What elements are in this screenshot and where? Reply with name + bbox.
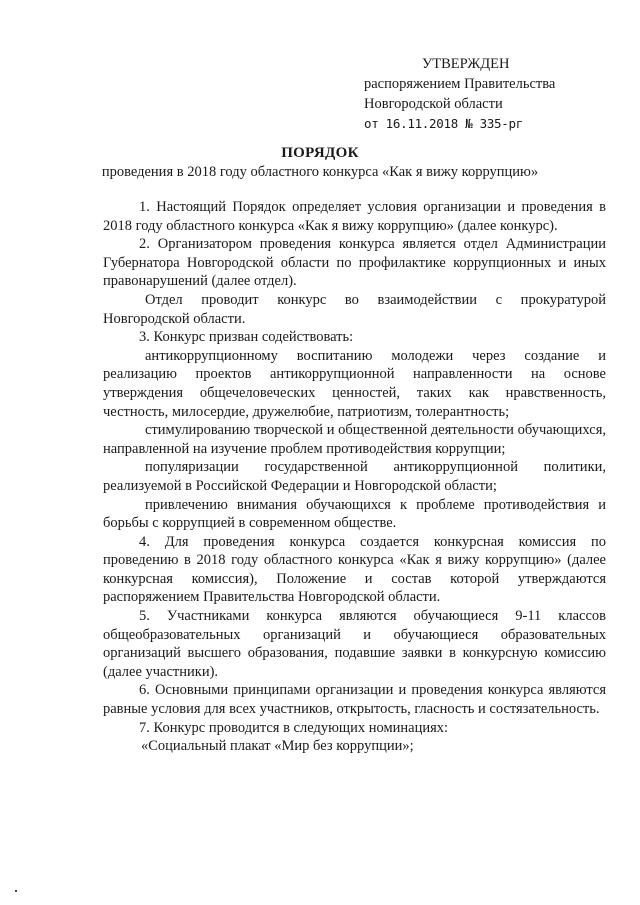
approval-line-1: распоряжением Правительства [364, 76, 556, 92]
paragraph-3-item-4: привлечению внимания обучающихся к проблеме противодействия и борьбы с коррупцией в современном обществе. [103, 496, 606, 532]
approval-title: УТВЕРЖДЕН [422, 56, 510, 72]
approval-stamp [364, 54, 624, 134]
paragraph-6: 6. Основными принципами организации и проведения конкурса являются равные условия для всех участников, открытость, гласность и состязательность. [103, 682, 606, 718]
paragraph-3-item-1: антикоррупционному воспитанию молодежи через создание и реализацию проектов антикоррупционной направленности на основе утверждения общечеловеческих ценностей, таких как нравственность, честность, милосердие, дружелюбие, патриотизм, толерантность; [103, 347, 606, 420]
paragraph-7-item-1: «Социальный плакат «Мир без коррупции»; [141, 738, 414, 755]
paragraph-3-item-3: популяризации государственной антикоррупционной политики, реализуемой в Российской Федерации и Новгородской области; [103, 459, 606, 494]
paragraph-1: 1. Настоящий Порядок определяет условия организации и проведения в 2018 году областного конкурса «Как я вижу коррупцию» (далее конкурс). [103, 199, 606, 234]
scan-speck [15, 890, 17, 892]
document-body [103, 198, 606, 756]
document-subtitle: проведения в 2018 году областного конкурса «Как я вижу коррупцию» [101, 164, 539, 180]
paragraph-3: 3. Конкурс призван содействовать: [139, 329, 354, 346]
approval-line-2: Новгородской области [364, 96, 503, 112]
document-title: ПОРЯДОК [281, 145, 359, 161]
paragraph-4: 4. Для проведения конкурса создается конкурсная комиссия по проведению в 2018 году областного конкурса «Как я вижу коррупцию» (далее конкурсная комиссия), Положение и состав которой утверждаются распоряжением Правительства Новгородской области. [103, 533, 606, 606]
paragraph-3-item-2: стимулированию творческой и общественной деятельности обучающихся, направленной на изучение проблем противодействия коррупции; [103, 422, 606, 457]
document-heading [0, 143, 640, 182]
paragraph-2: 2. Организатором проведения конкурса является отдел Администрации Губернатора Новгородской области по профилактике коррупционных и иных правонарушений (далее отдел). [103, 236, 606, 290]
paragraph-2-continuation: Отдел проводит конкурс во взаимодействии с прокуратурой Новгородской области. [103, 291, 606, 327]
approval-date-line: от 16.11.2018 № 335-рг [364, 116, 523, 131]
paragraph-5: 5. Участниками конкурса являются обучающиеся 9-11 классов общеобразовательных организаций и обучающиеся образовательных организаций высшего образования, подавшие заявки в конкурсную комиссию (далее участники). [103, 608, 606, 680]
paragraph-7: 7. Конкурс проводится в следующих номинациях: [139, 719, 449, 736]
